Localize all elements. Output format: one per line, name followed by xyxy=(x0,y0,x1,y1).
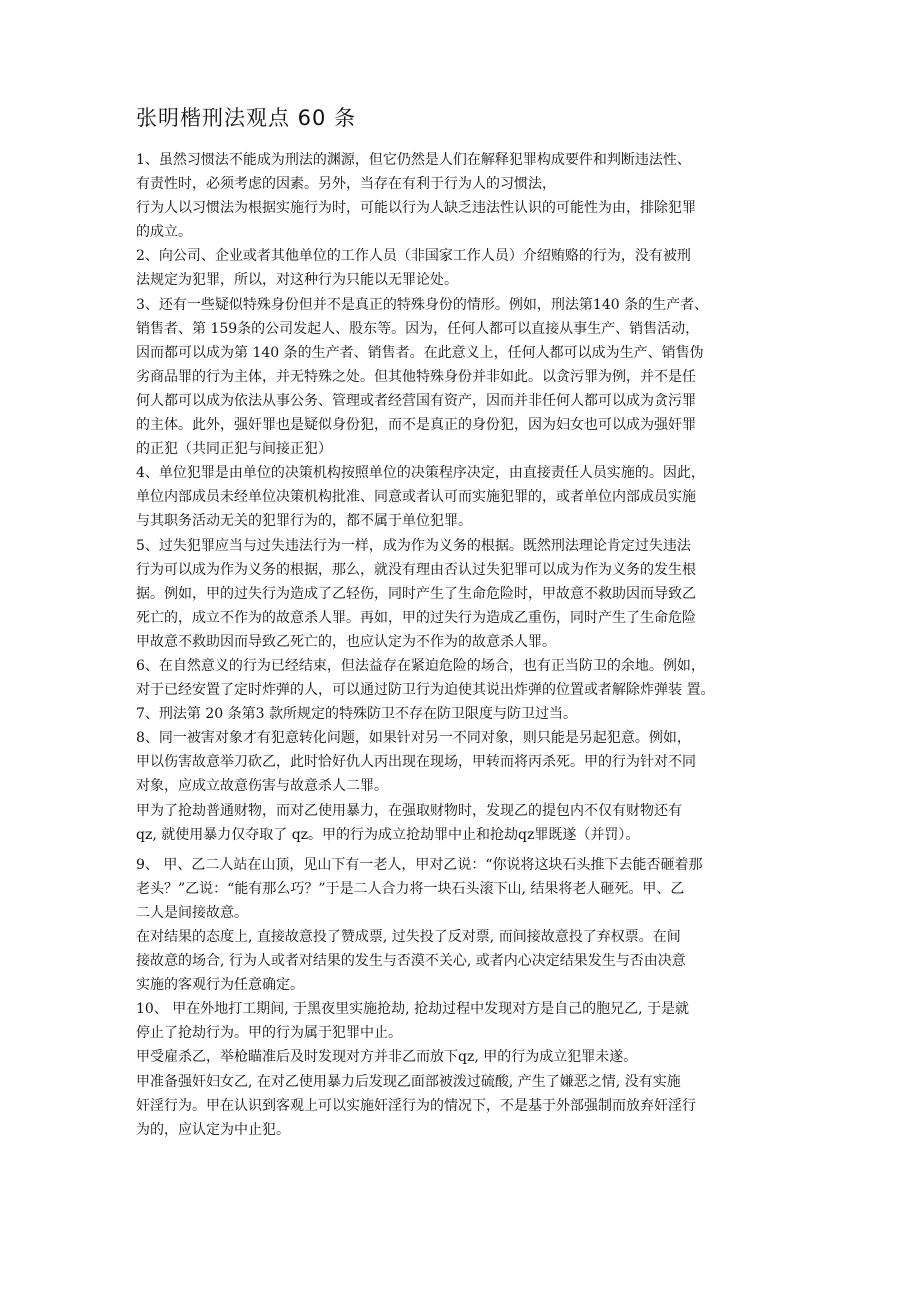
text-line: 据。例如，甲的过失行为造成了乙轻伤，同时产生了生命危险时，甲故意不救助因而导致乙 xyxy=(136,585,696,602)
text-line: 何人都可以成为依法从事公务、管理或者经营国有资产，因而并非任何人都可以成为贪污罪 xyxy=(136,392,696,409)
text-line: 1、虽然习惯法不能成为刑法的渊源，但它仍然是人们在解释犯罪构成要件和判断违法性、 xyxy=(136,152,691,168)
text-line: 接故意的场合, 行为人或者对结果的发生与否漠不关心, 或者内心决定结果发生与否由决意 xyxy=(136,953,686,970)
text-line: 因而都可以成为第 140 条的生产者、销售者。在此意义上，任何人都可以成为生产、销售伪 xyxy=(136,344,704,361)
text-line: 的主体。此外，强奸罪也是疑似身份犯，而不是真正的身份犯，因为妇女也可以成为强奸罪 xyxy=(136,417,696,434)
text-line: 5、过失犯罪应当与过失违法行为一样，成为作为义务的根据。既然刑法理论肯定过失违法 xyxy=(136,537,691,554)
text-line: 单位内部成员未经单位决策机构批准、同意或者认可而实施犯罪的，或者单位内部成员实施 xyxy=(136,489,696,506)
text-line: 7、刑法第 20 条第3 款所规定的特殊防卫不存在防卫限度与防卫过当。 xyxy=(136,706,577,723)
text-line: 2、向公司、企业或者其他单位的工作人员（非国家工作人员）介绍贿赂的行为，没有被刑 xyxy=(136,248,691,265)
text-line: 4、单位犯罪是由单位的决策机构按照单位的决策程序决定，由直接责任人员实施的。因此， xyxy=(136,465,705,482)
text-line: 奸淫行为。甲在认识到客观上可以实施奸淫行为的情况下，不是基于外部强制而放弃奸淫行 xyxy=(136,1097,696,1114)
text-line: 甲为了抢劫普通财物，而对乙使用暴力，在强取财物时，发现乙的提包内不仅有财物还有 xyxy=(136,802,682,819)
text-line: 行为人以习惯法为根据实施行为时，可能以行为人缺乏违法性认识的可能性为由，排除犯罪 xyxy=(136,200,696,217)
text-line: qz, 就使用暴力仅夺取了 qz。甲的行为成立抢劫罪中止和抢劫qz罪既遂（并罚）。 xyxy=(136,826,640,843)
text-line: 10、 甲在外地打工期间, 于黑夜里实施抢劫, 抢劫过程中发现对方是自己的胞兄乙, 于是就 xyxy=(136,1001,689,1018)
text-line: 有责性时，必须考虑的因素。另外，当存在有利于行为人的习惯法， xyxy=(136,176,556,193)
text-line: 对于已经安置了定时炸弹的人，可以通过防卫行为迫使其说出炸弹的位置或者解除炸弹装 置。 xyxy=(136,682,715,699)
text-line: 行为可以成为作为义务的根据，那么，就没有理由否认过失犯罪可以成为作为义务的发生根 xyxy=(136,561,696,578)
text-line: 为的，应认定为中止犯。 xyxy=(136,1121,290,1138)
text-line: 8、同一被害对象才有犯意转化问题，如果针对另一不同对象，则只能是另起犯意。例如， xyxy=(136,730,691,747)
text-line: 甲准备强奸妇女乙, 在对乙使用暴力后发现乙面部被泼过硫酸, 产生了嫌恶之情, 没有实施 xyxy=(136,1073,681,1090)
text-line: 死亡的，成立不作为的故意杀人罪。再如，甲的过失行为造成乙重伤，同时产生了生命危险 xyxy=(136,609,696,626)
text-line: 实施的客观行为任意确定。 xyxy=(136,977,304,994)
document-title: 张明楷刑法观点 60 条 xyxy=(136,106,357,130)
text-line: 对象，应成立故意伤害与故意杀人二罪。 xyxy=(136,778,388,795)
text-line: 的成立。 xyxy=(136,224,192,241)
text-line: 甲以伤害故意举刀砍乙，此时恰好仇人丙出现在现场，甲转而将丙杀死。甲的行为针对不同 xyxy=(136,754,696,771)
text-line: 劣商品罪的行为主体，并无特殊之处。但其他特殊身份并非如此。以贪污罪为例，并不是任 xyxy=(136,368,696,385)
text-line: 在对结果的态度上, 直接故意投了赞成票, 过失投了反对票, 而间接故意投了弃权票。在间 xyxy=(136,929,681,945)
text-line: 与其职务活动无关的犯罪行为的，都不属于单位犯罪。 xyxy=(136,513,472,530)
text-line: 3、还有一些疑似特殊身份但并不是真正的特殊身份的情形。例如，刑法第140 条的生产者、 xyxy=(136,296,709,313)
text-line: 的正犯（共同正犯与间接正犯） xyxy=(136,441,332,458)
text-line: 老头？”乙说：“能有那么巧？”于是二人合力将一块石头滚下山, 结果将老人砸死。甲、乙 xyxy=(136,880,685,897)
text-line: 停止了抢劫行为。甲的行为属于犯罪中止。 xyxy=(136,1025,402,1042)
text-line: 9、 甲、乙二人站在山顶，见山下有一老人，甲对乙说：“你说将这块石头推下去能否砸着那 xyxy=(136,856,703,873)
text-line: 法规定为犯罪，所以，对这种行为只能以无罪论处。 xyxy=(136,272,458,289)
document-body xyxy=(136,148,796,1142)
text-line: 二人是间接故意。 xyxy=(136,904,248,921)
text-line: 6、在自然意义的行为已经结束，但法益存在紧迫危险的场合，也有正当防卫的余地。例如， xyxy=(136,657,705,674)
text-line: 销售者、第 159条的公司发起人、股东等。因为，任何人都可以直接从事生产、销售活动， xyxy=(136,320,700,337)
text-line: 甲故意不救助因而导致乙死亡的，也应认定为不作为的故意杀人罪。 xyxy=(136,633,556,650)
text-line: 甲受雇杀乙，举枪瞄准后及时发现对方并非乙而放下qz, 甲的行为成立犯罪未遂。 xyxy=(136,1049,638,1066)
